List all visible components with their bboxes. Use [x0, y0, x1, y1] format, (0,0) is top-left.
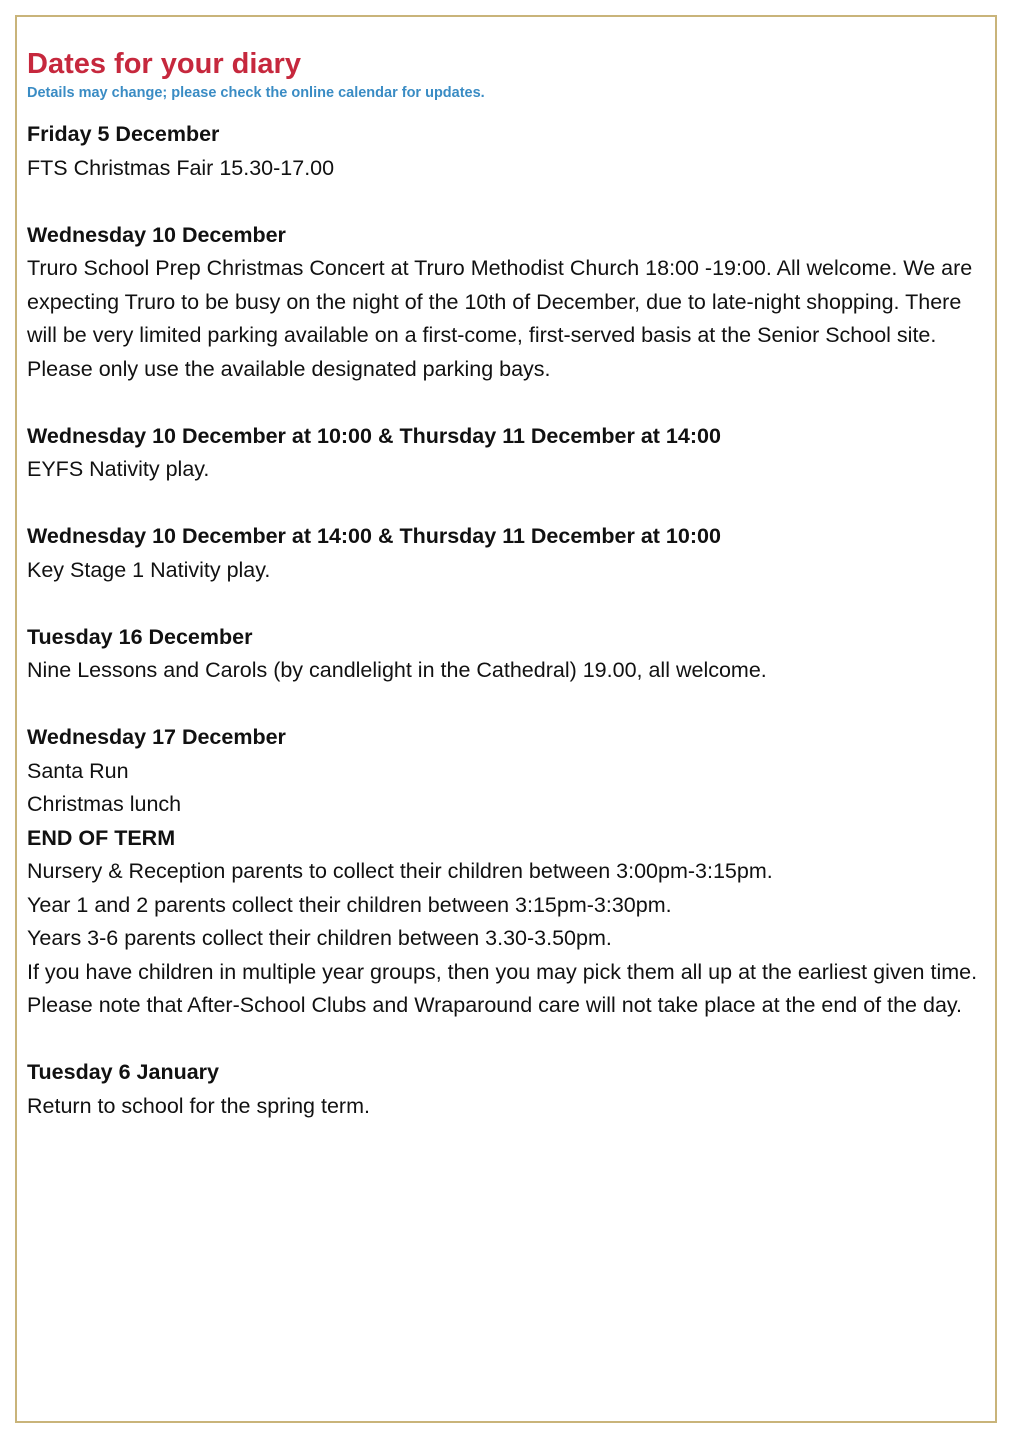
event-detail: Return to school for the spring term.: [27, 1093, 370, 1118]
event-date: Wednesday 10 December at 14:00 & Thursday 11 December at 10:00: [27, 524, 721, 548]
page-title: Dates for your diary: [27, 48, 301, 80]
event-detail: Truro School Prep Christmas Concert at Truro Methodist Church 18:00 -19:00. All welcome. We are expecting Truro to be busy on the night of the 10th of December, due to late-night shopping. There will be very limited parking available on a first-come, first-served basis at the Senior School site. Please only use the available designated parking bays.: [27, 256, 973, 381]
event-date: Wednesday 17 December: [27, 725, 286, 749]
event-item: [27, 1056, 995, 1123]
event-date: Wednesday 10 December at 10:00 & Thursday 11 December at 14:00: [27, 423, 721, 448]
event-detail: Please note that After-School Clubs and Wraparound care will not take place at the end of the day.: [27, 993, 963, 1017]
event-item: [27, 721, 995, 1023]
event-detail: Santa Run: [27, 758, 129, 783]
event-item: [27, 520, 995, 587]
event-date: Tuesday 16 December: [27, 624, 253, 649]
event-date: Friday 5 December: [27, 122, 220, 146]
event-date: Wednesday 10 December: [27, 222, 286, 247]
event-item: [27, 621, 995, 688]
event-subheading: END OF TERM: [27, 825, 176, 850]
event-date: Tuesday 6 January: [27, 1060, 219, 1084]
event-detail: Nursery & Reception parents to collect their children between 3:00pm-3:15pm.: [27, 859, 773, 883]
event-detail: EYFS Nativity play.: [27, 457, 210, 481]
event-detail: Key Stage 1 Nativity play.: [27, 557, 271, 582]
event-detail: Years 3-6 parents collect their children between 3.30-3.50pm.: [27, 926, 612, 950]
event-detail: Nine Lessons and Carols (by candlelight in the Cathedral) 19.00, all welcome.: [27, 658, 767, 682]
event-item: [27, 219, 995, 387]
page-subtitle: Details may change; please check the online calendar for updates.: [27, 85, 485, 101]
event-detail: If you have children in multiple year groups, then you may pick them all up at the earliest given time.: [27, 959, 978, 984]
event-detail: Year 1 and 2 parents collect their children between 3:15pm-3:30pm.: [27, 892, 672, 917]
event-item: [27, 420, 995, 487]
event-detail: FTS Christmas Fair 15.30-17.00: [27, 155, 335, 180]
diary-content: [27, 45, 995, 1157]
event-detail: Christmas lunch: [27, 792, 182, 816]
event-item: [27, 118, 995, 185]
